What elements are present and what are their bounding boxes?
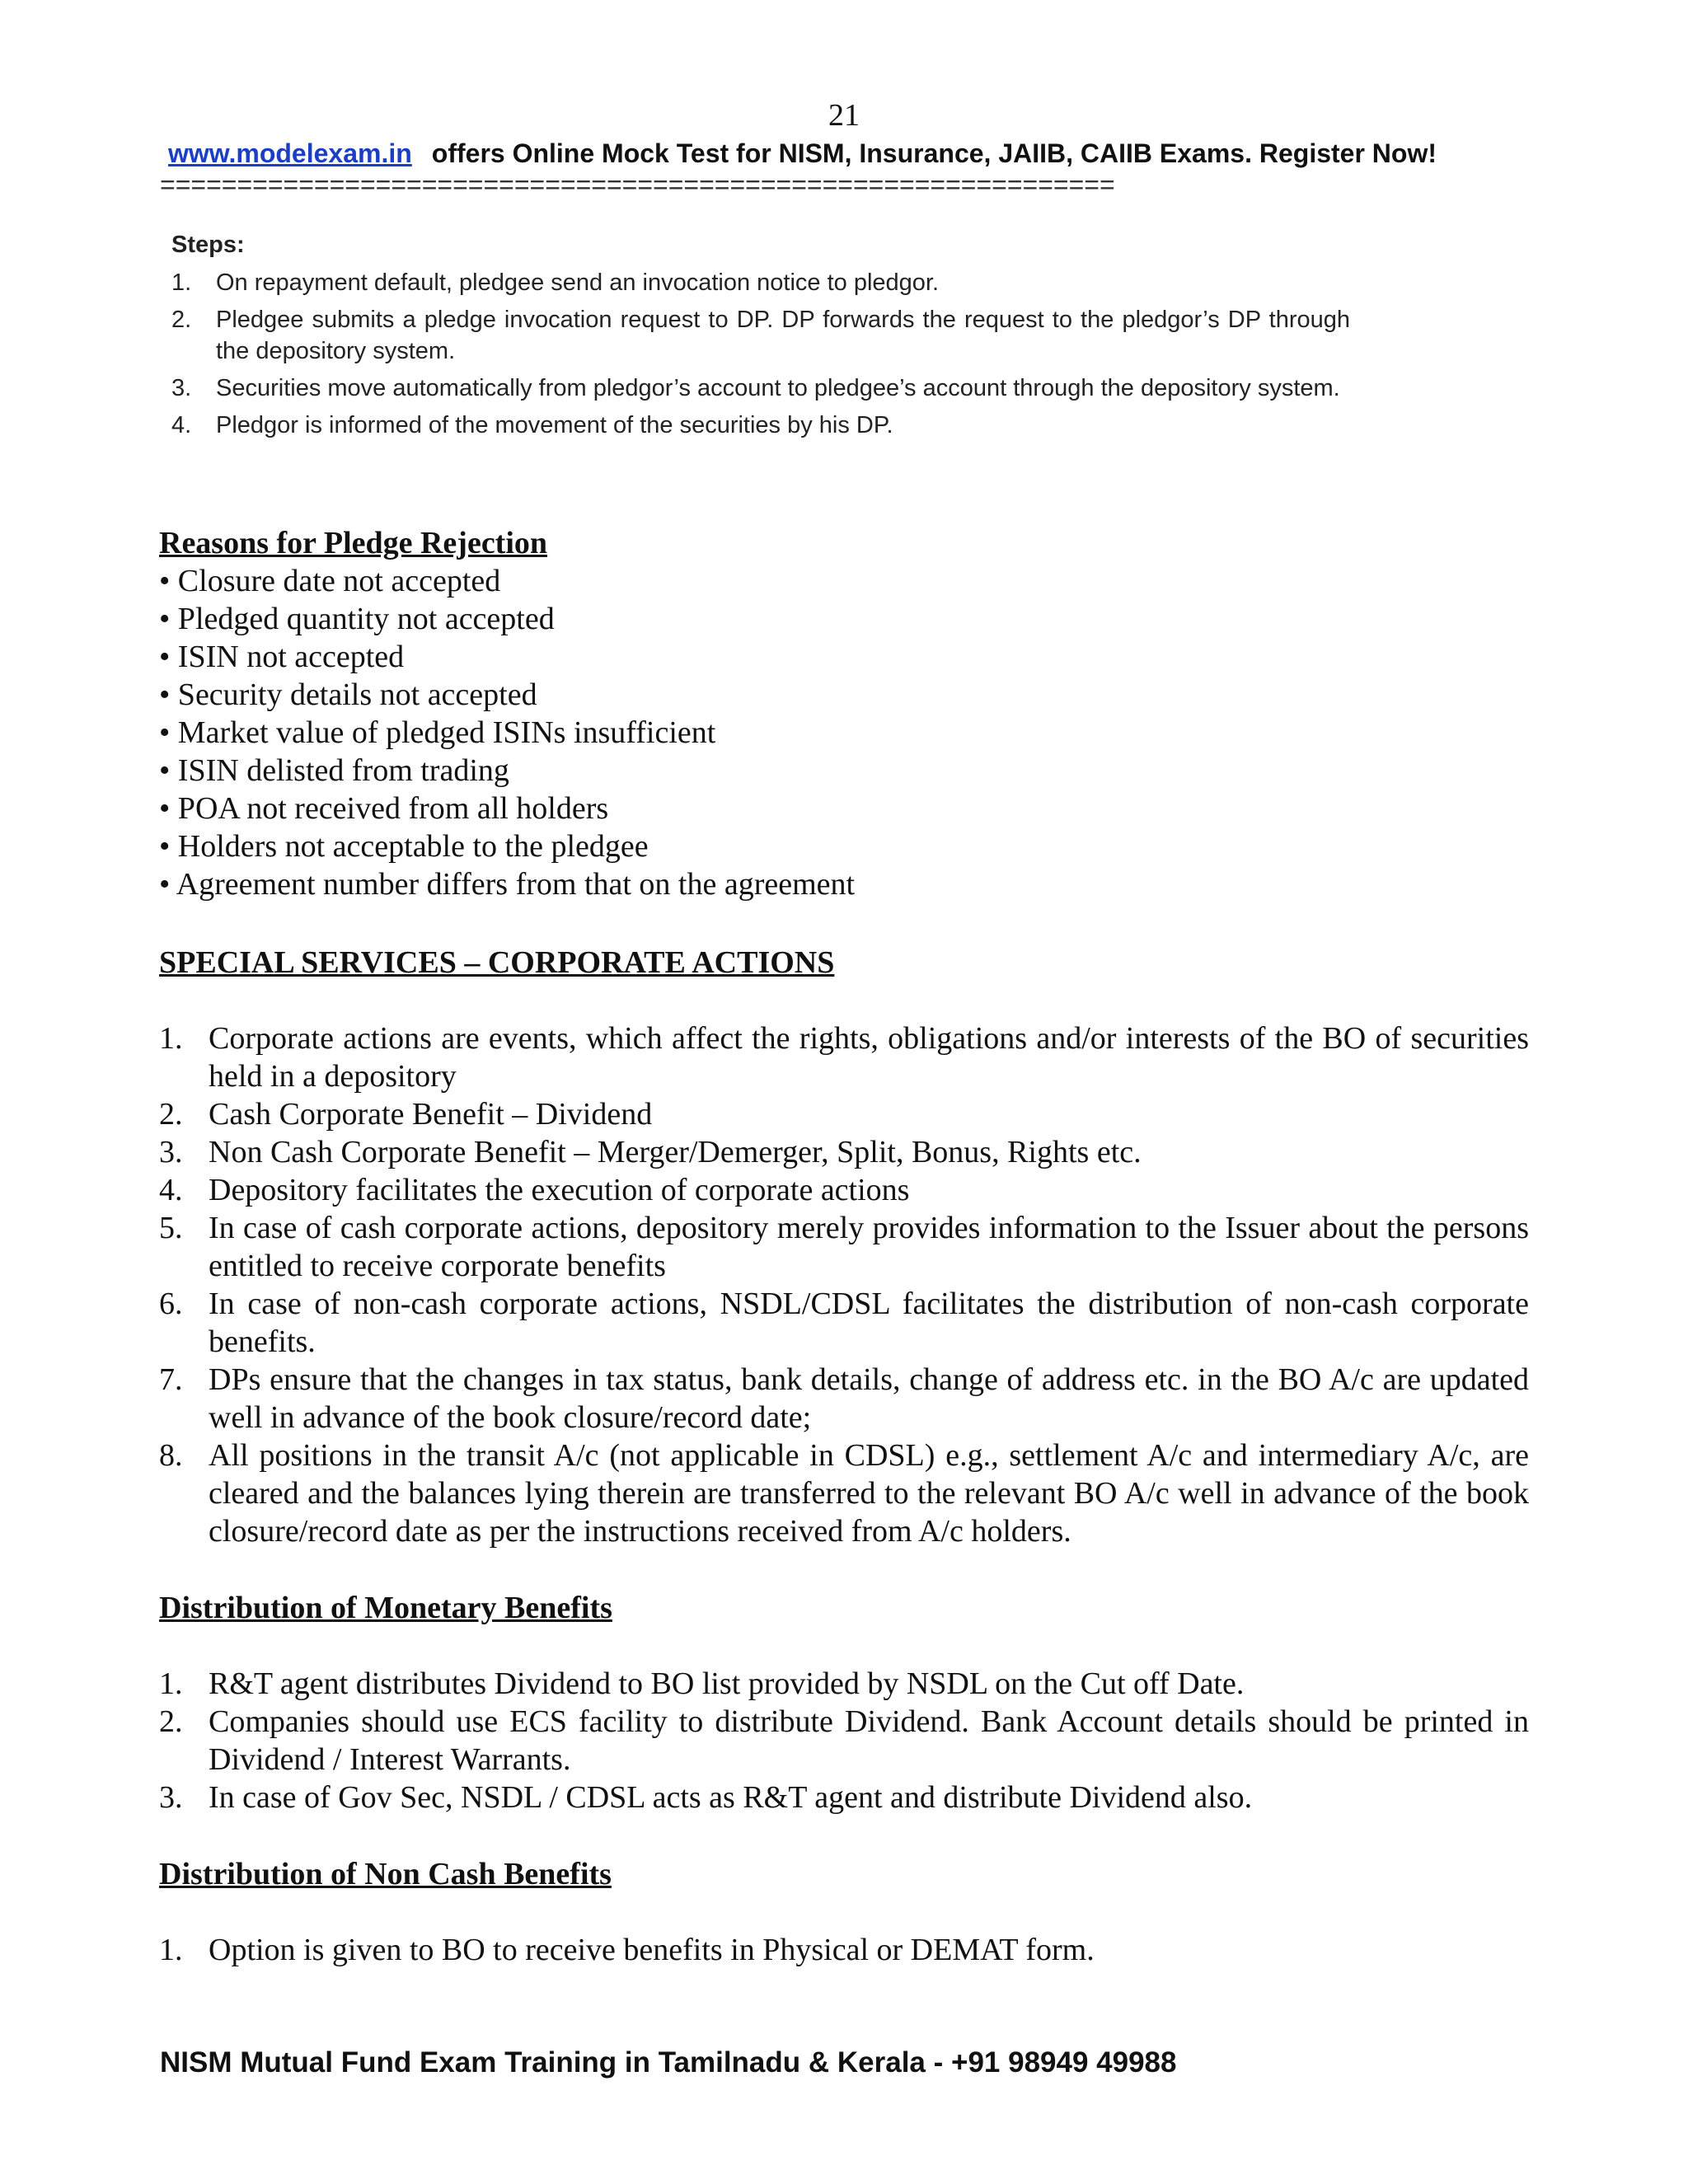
list-item <box>159 1285 1529 1361</box>
list-text: Securities move automatically from pledgor’s account to pledgee’s account through the depository system. <box>216 375 1340 401</box>
list-item: • ISIN not accepted <box>159 640 405 674</box>
list-text: DPs ensure that the changes in tax status, bank details, change of address etc. in the BO A/c are updated well in advance of the book closure/record date; <box>209 1362 1529 1435</box>
list-text: Companies should use ECS facility to distribute Dividend. Bank Account details should be printed in Dividend / Interest Warrants. <box>209 1704 1529 1777</box>
list-item <box>159 1436 1529 1550</box>
list-number: 3. <box>159 1135 183 1169</box>
list-number: 2. <box>159 1704 183 1739</box>
list-text: Pledgee submits a pledge invocation request to DP. DP forwards the request to the pledgor’s DP through the depository system. <box>216 307 1350 364</box>
section-heading: Distribution of Non Cash Benefits <box>159 1857 612 1891</box>
list-item <box>159 1703 1529 1779</box>
header-tagline: offers Online Mock Test for NISM, Insurance, JAIIB, CAIIB Exams. Register Now! <box>431 138 1437 168</box>
list-text: Option is given to BO to receive benefits in Physical or DEMAT form. <box>209 1933 1095 1967</box>
section-heading: SPECIAL SERVICES – CORPORATE ACTIONS <box>159 945 835 980</box>
list-item <box>159 1019 1529 1095</box>
list-text: Non Cash Corporate Benefit – Merger/Demerger, Split, Bonus, Rights etc. <box>209 1135 1142 1169</box>
section-heading: Distribution of Monetary Benefits <box>159 1591 612 1625</box>
section-heading: Reasons for Pledge Rejection <box>159 526 548 560</box>
list-text: R&T agent distributes Dividend to BO list provided by NSDL on the Cut off Date. <box>209 1666 1245 1701</box>
list-text: Cash Corporate Benefit – Dividend <box>209 1097 653 1132</box>
list-item <box>171 410 1350 441</box>
page-number: 21 <box>828 98 860 133</box>
list-item: • Closure date not accepted <box>159 564 501 598</box>
list-item: • Pledged quantity not accepted <box>159 602 555 636</box>
list-item: • Market value of pledged ISINs insufficient <box>159 715 716 750</box>
list-item: • POA not received from all holders <box>159 791 609 826</box>
list-item <box>171 373 1350 404</box>
list-text: All positions in the transit A/c (not applicable in CDSL) e.g., settlement A/c and intermediary A/c, are cleared and the balances lying therein are transferred to the relevant BO A/c well in advance of the book closure/record date as per the instructions received from A/c holders. <box>209 1438 1529 1549</box>
list-item <box>159 1361 1529 1436</box>
site-link[interactable]: www.modelexam.in <box>168 138 412 168</box>
list-number: 1. <box>159 1933 183 1967</box>
list-number: 2. <box>171 307 192 333</box>
list-number: 6. <box>159 1286 183 1321</box>
list-number: 5. <box>159 1211 183 1245</box>
noncash-benefits-list <box>159 1931 1529 1969</box>
list-text: In case of non-cash corporate actions, NSDL/CDSL facilitates the distribution of non-cash corporate benefits. <box>209 1286 1529 1359</box>
list-item <box>171 267 1350 298</box>
list-item: • Security details not accepted <box>159 677 537 712</box>
list-text: In case of Gov Sec, NSDL / CDSL acts as R&T agent and distribute Dividend also. <box>209 1780 1253 1815</box>
list-number: 8. <box>159 1438 183 1473</box>
list-item: • Agreement number differs from that on the agreement <box>159 867 856 902</box>
list-text: Depository facilitates the execution of corporate actions <box>209 1173 910 1207</box>
list-item <box>171 304 1350 367</box>
list-number: 4. <box>159 1173 183 1207</box>
list-text: On repayment default, pledgee send an invocation notice to pledgor. <box>216 269 940 296</box>
list-number: 1. <box>171 269 192 296</box>
list-text: Corporate actions are events, which affect the rights, obligations and/or interests of the BO of securities held in a depository <box>209 1021 1529 1094</box>
list-item: • ISIN delisted from trading <box>159 753 509 788</box>
pledge-rejection-section <box>159 524 855 903</box>
list-number: 7. <box>159 1362 183 1397</box>
header-banner <box>168 137 1437 170</box>
footer-text: NISM Mutual Fund Exam Training in Tamilnadu & Kerala - +91 98949 49988 <box>160 2046 1177 2079</box>
list-text: Pledgor is informed of the movement of the securities by his DP. <box>216 412 893 438</box>
list-item <box>159 1171 1529 1209</box>
monetary-benefits-list <box>159 1665 1529 1816</box>
list-item <box>159 1209 1529 1285</box>
list-number: 4. <box>171 412 192 438</box>
list-number: 3. <box>171 375 192 401</box>
list-item <box>159 1665 1529 1703</box>
list-item <box>159 1095 1529 1133</box>
list-item <box>159 1133 1529 1171</box>
corporate-actions-list <box>159 1019 1529 1550</box>
list-number: 3. <box>159 1780 183 1815</box>
list-number: 1. <box>159 1021 183 1056</box>
invocation-steps-figure <box>171 229 1350 447</box>
list-item: • Holders not acceptable to the pledgee <box>159 829 649 864</box>
steps-title: Steps: <box>171 232 245 258</box>
list-number: 2. <box>159 1097 183 1132</box>
list-text: In case of cash corporate actions, depository merely provides information to the Issuer about the persons entitled to receive corporate benefits <box>209 1211 1529 1283</box>
list-item <box>159 1779 1529 1816</box>
header-separator: ============================================================== <box>160 170 1115 199</box>
list-item <box>159 1931 1529 1969</box>
list-number: 1. <box>159 1666 183 1701</box>
